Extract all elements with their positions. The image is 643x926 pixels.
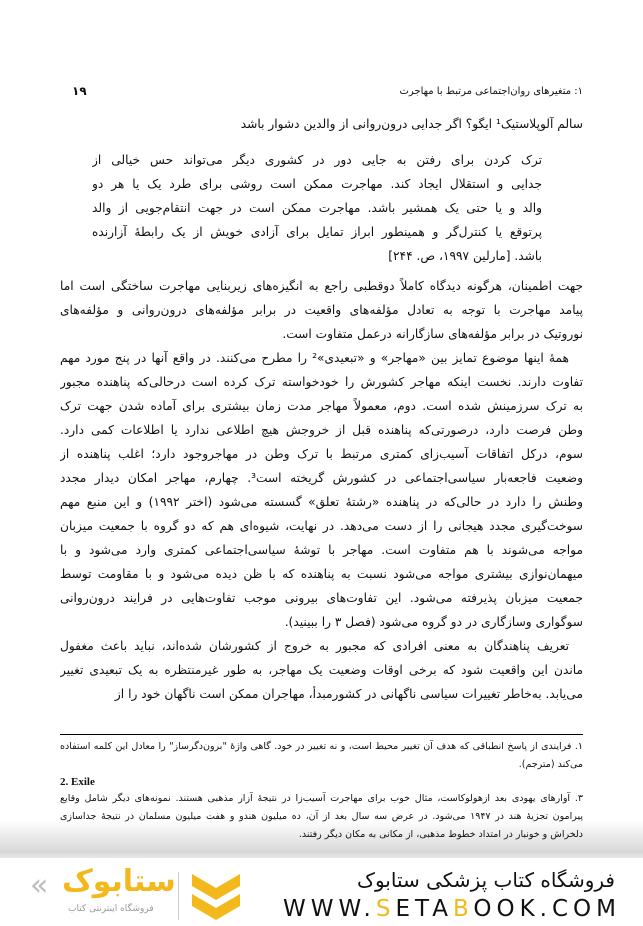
shop-url bbox=[283, 896, 621, 922]
page-number: ۱۹ bbox=[72, 84, 87, 98]
watermark-banner bbox=[0, 858, 643, 926]
url-part: OOK.COM bbox=[473, 896, 621, 922]
shop-name: فروشگاه کتاب پزشکی ستابوک bbox=[357, 868, 615, 892]
text-line: پیرامون تجزیهٔ هند در ۱۹۴۷ می‌شود. در عرض سه سال بعد از آن، ده میلیون هندو و هفت میلیون مسلمان در نتیجهٔ جداسازی bbox=[60, 811, 583, 822]
text-line: مواجه می‌شوند با هم متفاوت است. مهاجر با توشهٔ سیاسی‌اجتماعی کمتری وارد می‌شود و با bbox=[60, 543, 583, 557]
running-header bbox=[60, 84, 583, 102]
text-line: پیامد مهاجرت با توجه به تعادل مؤلفه‌های واقعیت در برابر مؤلفه‌های درون‌روانی و مؤلفه‌های bbox=[60, 303, 583, 317]
text-line: باشد. [مارلین ۱۹۹۷، ص. ۲۴۴] bbox=[388, 249, 542, 263]
url-part: B bbox=[453, 896, 474, 922]
text-line: جدایی و استقلال ایجاد کند. مهاجرت ممکن است روشی برای طرد یک یا هر دو bbox=[92, 177, 542, 191]
body-text bbox=[60, 274, 583, 706]
text-line: جمعیت میزبان پذیرفته می‌شود. این تفاوت‌های بیرونی موجب تفاوت‌هایی در فرایند درون‌روانی bbox=[60, 591, 583, 605]
double-chevron-icon: « bbox=[30, 868, 49, 903]
text-line: می‌کند (مترجم). bbox=[518, 759, 583, 770]
text-line: ۱. فرایندی از پاسخ انطباقی که هدف آن تغییر محیط است، و نه تغییر در خود. گاهی واژهٔ "برون‌دگرساز" را معادل این کلمه استفاده bbox=[60, 741, 583, 752]
block-quote bbox=[92, 148, 542, 268]
text-line: سالم آلوپلاستیک¹ ایگو؟ اگر جدایی درون‌روانی از والدین دشوار باشد bbox=[240, 117, 583, 131]
setabook-logo bbox=[30, 864, 250, 924]
text-line: می‌یابد. به‌خاطر تغییرات سیاسی ناگهانی در کشورمبدأ، مهاجران ممکن است ناگهان خود را از bbox=[114, 687, 583, 701]
text-line: 2. Exile bbox=[60, 776, 95, 788]
text-line: میهمان‌نوازی بیشتری مواجه می‌شود نسبت به پناهنده که با ظن دیده می‌شود و با مقاومت توسط bbox=[60, 567, 583, 581]
text-line: تعریف پناهندگان به معنی افرادی که مجبور به خروج از کشورشان شده‌اند، نباید باعث مغفول bbox=[60, 639, 569, 653]
text-line: سوم، درکل اتفاقات آسیب‌زای کمتری مرتبط با ترک وطن در مهاجروجود دارد؛ اغلب پناهنده از bbox=[60, 447, 583, 461]
text-line: پرتوقع یا کنترل‌گر و همینطور ابراز تمایل برای آزادی خویش از یک رابطهٔ آزارنده bbox=[92, 225, 542, 239]
footnotes bbox=[60, 738, 583, 844]
text-line: وضعیت فاجعه‌بار سیاسی‌اجتماعی در کشورش گریخته است³. چهارم، مهاجر امکان دیدار مجدد bbox=[60, 471, 583, 485]
text-line: دلخراش و خونبار در امتداد خطوط مذهبی، از مکانی به مکان دیگر رفتند. bbox=[298, 829, 583, 840]
logo-separator bbox=[178, 872, 179, 920]
text-line: سوگواری وسازگاری در دو گروه می‌شود (فصل ۳ را ببینید). bbox=[284, 615, 583, 629]
logo-word: ستابوک bbox=[62, 864, 176, 899]
text-line: به ترک سرزمینش شده است. دوم، معمولاً مهاجر مدت زمان بیشتری برای آماده شدن جهت ترک bbox=[60, 399, 583, 413]
text-line: همهٔ اینها موضوع تمایز بین «مهاجر» و «تبعیدی»² را مطرح می‌کنند. در واقع آنها در پنج مورد مهم bbox=[60, 351, 569, 365]
text-line: وطن فرصت دارد، درصورتی‌که پناهنده قبل از خروجش هیچ اطلاعی ندارد یا اطلاعات کمی دارد. bbox=[60, 423, 583, 437]
logo-tagline: فروشگاه اینترنتی کتاب bbox=[68, 904, 154, 914]
url-part: S bbox=[375, 896, 396, 922]
text-line: والد و یا حتی یک همشیر باشد. مهاجرت ممکن است در جهت انتقام‌جویی از والد bbox=[92, 201, 542, 215]
text-line: وطنش را دارد در حالی‌که در پناهنده «رشتهٔ تعلق» گسسته می‌شود (اختر ۱۹۹۲) و این منبع مهم bbox=[60, 495, 583, 509]
chapter-title: ۱: متغیرهای روان‌اجتماعی مرتبط با مهاجرت bbox=[399, 86, 583, 97]
text-line: ماندن این واقعیت شود که برخی اوقات وضعیت یک مهاجر، به طور غیرمنتظره به یک تبعیدی تغییر bbox=[60, 663, 583, 677]
text-line: نوروتیک در برابر مؤلفه‌های سازگارانه درعمل متفاوت است. bbox=[282, 327, 583, 341]
text-line: ترک کردن برای رفتن به جایی دور در کشوری دیگر می‌تواند حس خیالی از bbox=[92, 153, 542, 167]
footnote-divider bbox=[60, 734, 583, 735]
text-line: تفاوت دارند. نخست اینکه مهاجر کشورش را خودخواسته ترک کرده است درحالی‌که پناهنده مجبور bbox=[60, 375, 583, 389]
text-line: ۳. آوارهای یهودی بعد ازهولوکاست، مثال خوب برای مهاجرت آسیب‌زا در نتیجهٔ آزار مذهبی هستند. نمونه‌های دیگر شامل وقایع bbox=[60, 793, 583, 804]
url-part: ETA bbox=[395, 896, 454, 922]
text-line: سوخت‌گیری مجدد هیجانی را از دست می‌دهد. در نهایت، شیوه‌ای هم که دو گروه با جمعیت میزبان bbox=[60, 519, 583, 533]
url-part: WWW. bbox=[282, 896, 376, 922]
intro-text bbox=[60, 112, 583, 136]
text-line: جهت اطمینان، هرگونه دیدگاه کاملاً دوقطبی راجع به انگیزه‌های زیربنایی مهاجرت ساختگی است اما bbox=[60, 279, 583, 293]
chevron-logo-icon bbox=[188, 868, 244, 924]
